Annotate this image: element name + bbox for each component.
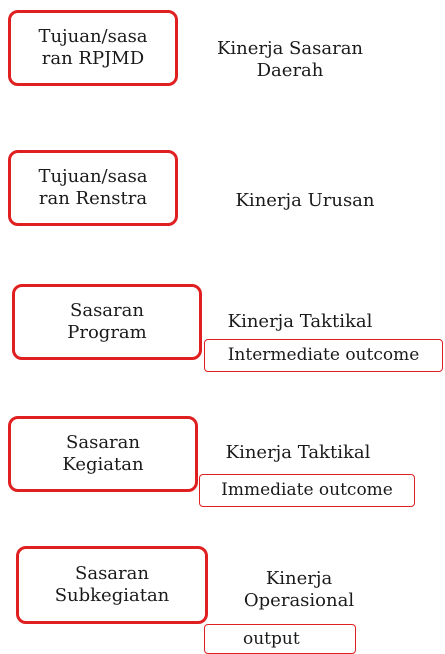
label-kinerja-taktikal-kegiatan: Kinerja Taktikal bbox=[225, 442, 371, 463]
box-sasaran-kegiatan: Sasaran Kegiatan bbox=[8, 416, 198, 492]
tag-intermediate-outcome: Intermediate outcome bbox=[204, 339, 443, 372]
box-tujuan-rpjmd: Tujuan/sasa ran RPJMD bbox=[8, 10, 178, 86]
label-kinerja-sasaran-daerah: Kinerja Sasaran Daerah bbox=[216, 38, 364, 81]
tag-immediate-outcome: Immediate outcome bbox=[199, 474, 415, 507]
box-tujuan-renstra: Tujuan/sasa ran Renstra bbox=[8, 150, 178, 226]
box-sasaran-program: Sasaran Program bbox=[12, 284, 202, 360]
label-kinerja-urusan: Kinerja Urusan bbox=[235, 190, 375, 211]
label-kinerja-taktikal-program: Kinerja Taktikal bbox=[227, 311, 373, 332]
tag-output: output bbox=[204, 624, 356, 654]
label-kinerja-operasional: Kinerja Operasional bbox=[243, 568, 355, 611]
box-sasaran-subkegiatan: Sasaran Subkegiatan bbox=[16, 546, 208, 624]
